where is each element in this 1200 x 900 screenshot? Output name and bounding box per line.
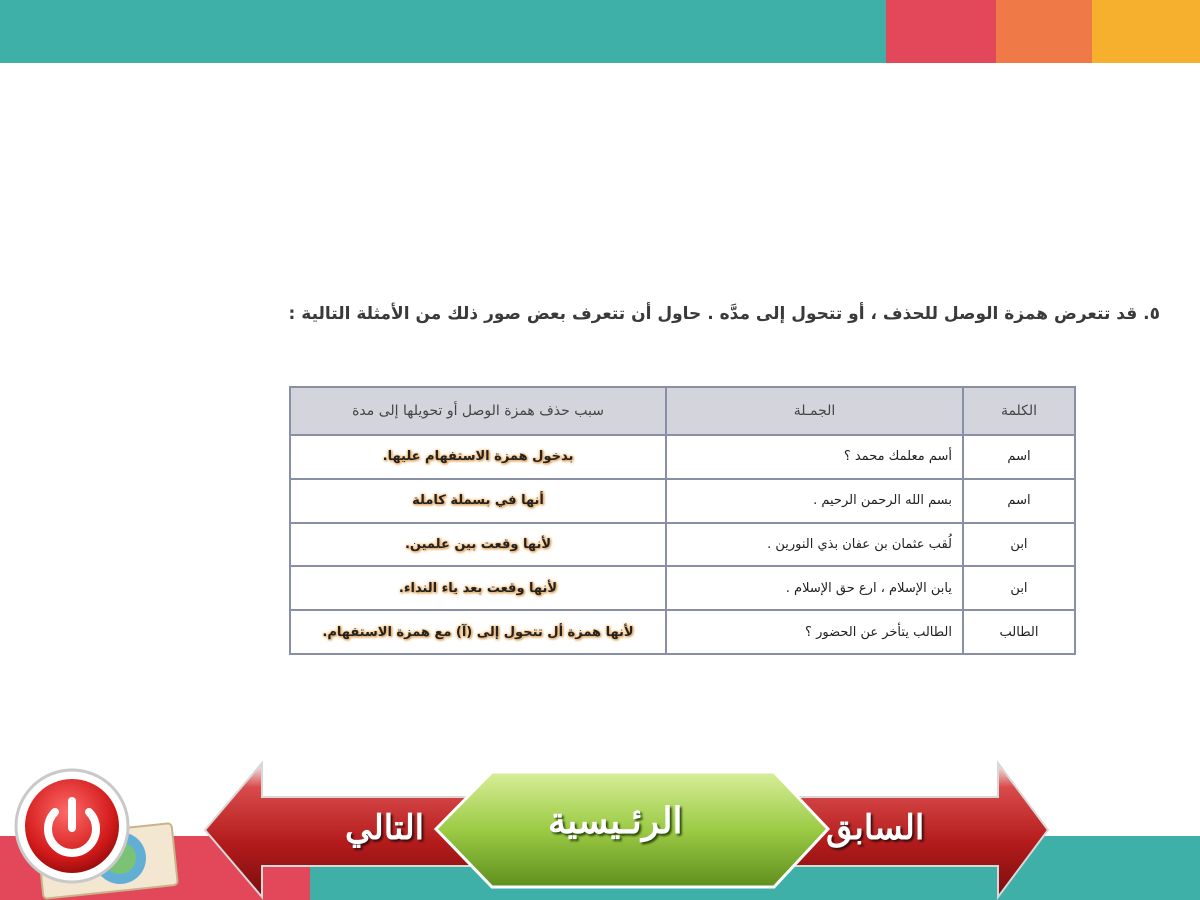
row-word: ابن xyxy=(963,566,1075,610)
row-sentence: بسم الله الرحمن الرحيم . xyxy=(666,479,963,523)
power-icon[interactable] xyxy=(16,770,128,882)
row-reason: أنها في بسملة كاملة xyxy=(290,479,666,523)
row-sentence: أسم معلمك محمد ؟ xyxy=(666,435,963,479)
home-label[interactable]: الرئـيسية xyxy=(548,800,683,842)
row-word: اسم xyxy=(963,435,1075,479)
exercise-instruction: ٥. قد تتعرض همزة الوصل للحذف ، أو تتحول إلى مدَّه . حاول أن تتعرف بعض صور ذلك من الأمثلة التالية : xyxy=(288,304,1160,324)
header-word: الكلمة xyxy=(963,387,1075,435)
row-word: اسم xyxy=(963,479,1075,523)
next-label[interactable]: التالي xyxy=(345,808,425,848)
row-sentence: يابن الإسلام ، ارع حق الإسلام . xyxy=(666,566,963,610)
row-sentence: لُقب عثمان بن عفان بذي النورين . xyxy=(666,523,963,567)
row-sentence: الطالب يتأخر عن الحضور ؟ xyxy=(666,610,963,654)
previous-label[interactable]: السابق xyxy=(826,808,925,848)
row-reason: لأنها همزة أل تتحول إلى (آ) مع همزة الاستفهام. xyxy=(290,610,666,654)
row-reason: لأنها وقعت بعد ياء النداء. xyxy=(290,566,666,610)
row-reason: بدخول همزة الاستفهام عليها. xyxy=(290,435,666,479)
row-word: الطالب xyxy=(963,610,1075,654)
row-word: ابن xyxy=(963,523,1075,567)
row-reason: لأنها وقعت بين علمين. xyxy=(290,523,666,567)
header-reason: سبب حذف همزة الوصل أو تحويلها إلى مدة xyxy=(290,387,666,435)
header-sentence: الجمـلة xyxy=(666,387,963,435)
